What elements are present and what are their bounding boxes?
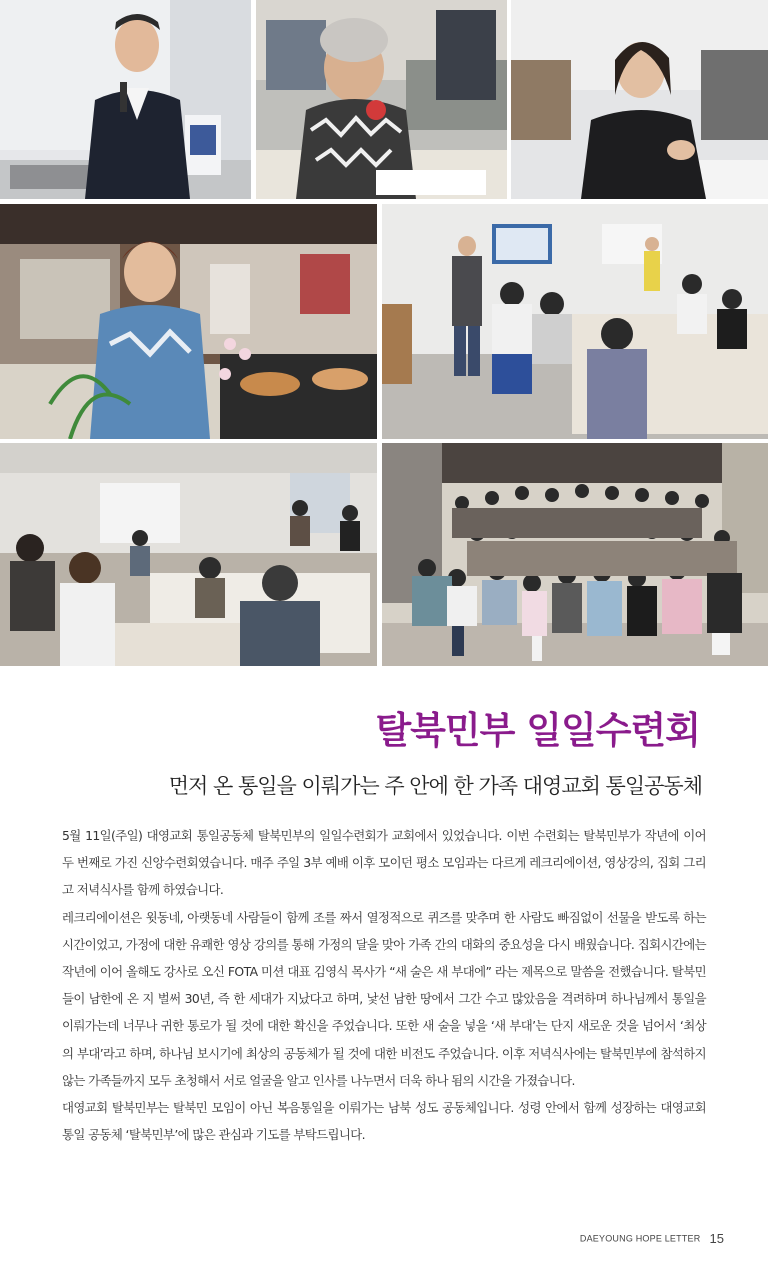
publication-name: DAEYOUNG HOPE LETTER bbox=[579, 1233, 701, 1244]
speaker-at-podium-photo bbox=[0, 0, 251, 199]
seminar-room-photo bbox=[0, 443, 377, 666]
article-subtitle: 먼저 온 통일을 이뤄가는 주 안에 한 가족 대영교회 통일공동체 bbox=[168, 774, 702, 798]
article-body bbox=[62, 822, 706, 1148]
page-number: 15 bbox=[709, 1231, 724, 1246]
elderly-woman-praying-photo bbox=[256, 0, 507, 199]
article-paragraph: 레크리에이션은 윗동네, 아랫동네 사람들이 함께 조를 짜서 열정적으로 퀴즈를 맞추며 한 사람도 빠짐없이 선물을 받도록 하는 시간이었고, 가정에 대한 유쾌한 영상 강의를 통해 가정의 달을 맞아 가족 간의 대화의 중요성을 다시 배웠습니다. 집회시간에는 작년에 이어 올해도 강사로 오신 FOTA 미션 대표 김영식 목사가 “새 술은 새 부대에” 라는 제목으로 말씀을 전했습니다. 탈북민들이 남한에 온 지 벌써 30년, 즉 한 세대가 지났다고 하며, 낯선 남한 땅에서 그간 수고 많았음을 격려하며 하나님께서 통일을 이뤄가는데 너무나 귀한 통로가 될 것에 대한 확신을 주었습니다. 또한 새 술을 넣을 ‘새 부대’는 단지 새로운 것을 넘어서 ‘최상의 부대’라고 하며, 하나님 보시기에 최상의 공동체가 될 것에 대한 비전도 주었습니다. 이후 저녁식사에는 탈북민부에 참석하지 않는 가족들까지 모두 초청해서 서로 얼굴을 알고 인사를 나누면서 더욱 하나 됨의 시간을 가졌습니다. bbox=[62, 909, 706, 1088]
article-paragraph: 대영교회 탈북민부는 탈북민 모임이 아닌 복음통일을 이뤄가는 남북 성도 공동체입니다. 성령 안에서 함께 성장하는 대영교회 통일 공동체 ‘탈북민부’에 많은 관심과 기도를 부탁드립니다. bbox=[62, 1100, 706, 1143]
article-title: 탈북민부 일일수련회 bbox=[375, 709, 700, 752]
group-photo bbox=[382, 443, 768, 666]
article-paragraph: 5월 11일(주일) 대영교회 통일공동체 탈북민부의 일일수련회가 교회에서 있었습니다. 이번 수련회는 탈북민부가 작년에 이어 두 번째로 가진 신앙수련회였습니다. 매주 주일 3부 예배 이후 모이던 평소 모임과는 다르게 레크리에이션, 영상강의, 집회 그리고 저녁식사를 함께 하였습니다. bbox=[62, 828, 706, 898]
page-footer bbox=[580, 1228, 724, 1247]
woman-praying-photo bbox=[511, 0, 768, 199]
dinner-buffet-photo bbox=[0, 204, 377, 439]
family-classroom-photo bbox=[382, 204, 768, 439]
